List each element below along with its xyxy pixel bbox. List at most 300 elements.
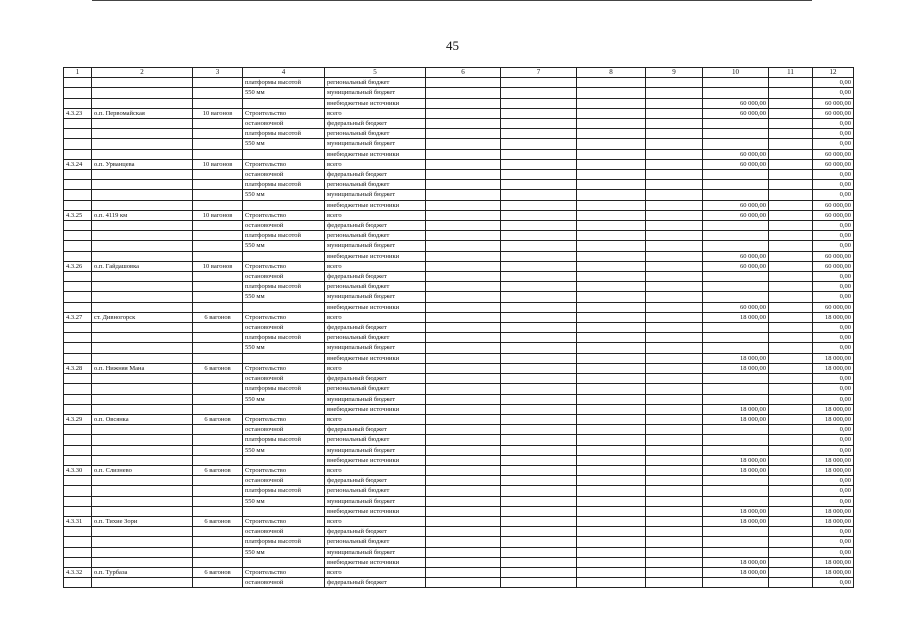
table-row bbox=[64, 261, 854, 271]
col-9-cell bbox=[646, 537, 703, 547]
item-number-cell bbox=[64, 425, 92, 435]
col-12-value: 0,00 bbox=[813, 343, 854, 353]
work-description-cell: остановочной bbox=[243, 221, 325, 231]
col-12-value: 0,00 bbox=[813, 445, 854, 455]
item-number-cell bbox=[64, 78, 92, 88]
funding-source-cell: региональный бюджет bbox=[325, 282, 426, 292]
col-8-cell bbox=[577, 108, 646, 118]
col-7-cell bbox=[501, 129, 577, 139]
col-12-value: 0,00 bbox=[813, 486, 854, 496]
funding-source-cell: муниципальный бюджет bbox=[325, 394, 426, 404]
col-12-value: 60 000,00 bbox=[813, 251, 854, 261]
capacity-cell bbox=[193, 537, 243, 547]
col-10-value bbox=[703, 282, 769, 292]
work-description-cell: 550 мм bbox=[243, 343, 325, 353]
col-11-cell bbox=[769, 190, 813, 200]
capacity-cell bbox=[193, 282, 243, 292]
col-6-cell bbox=[426, 251, 501, 261]
item-number-cell bbox=[64, 333, 92, 343]
item-number-cell bbox=[64, 578, 92, 588]
col-7-cell bbox=[501, 455, 577, 465]
col-8-cell bbox=[577, 139, 646, 149]
table-row bbox=[64, 180, 854, 190]
item-number-cell bbox=[64, 496, 92, 506]
col-7-cell bbox=[501, 272, 577, 282]
col-12-value: 0,00 bbox=[813, 190, 854, 200]
col-9-cell bbox=[646, 374, 703, 384]
col-11-cell bbox=[769, 312, 813, 322]
col-11-cell bbox=[769, 251, 813, 261]
col-9-cell bbox=[646, 139, 703, 149]
col-11-cell bbox=[769, 292, 813, 302]
col-12-value: 0,00 bbox=[813, 241, 854, 251]
capacity-cell bbox=[193, 343, 243, 353]
col-12-value: 0,00 bbox=[813, 272, 854, 282]
col-11-cell bbox=[769, 241, 813, 251]
work-description-cell: 550 мм bbox=[243, 292, 325, 302]
col-6-cell bbox=[426, 231, 501, 241]
work-description-cell: 550 мм bbox=[243, 139, 325, 149]
funding-source-cell: региональный бюджет bbox=[325, 231, 426, 241]
col-6-cell bbox=[426, 190, 501, 200]
capacity-cell bbox=[193, 292, 243, 302]
item-number-cell: 4.3.24 bbox=[64, 159, 92, 169]
funding-source-cell: всего bbox=[325, 363, 426, 373]
funding-source-cell: всего bbox=[325, 312, 426, 322]
capacity-cell bbox=[193, 231, 243, 241]
col-8-cell bbox=[577, 323, 646, 333]
col-8-cell bbox=[577, 251, 646, 261]
item-number-cell: 4.3.23 bbox=[64, 108, 92, 118]
item-number-cell bbox=[64, 221, 92, 231]
capacity-cell bbox=[193, 221, 243, 231]
col-6-cell bbox=[426, 567, 501, 577]
table-row bbox=[64, 567, 854, 577]
item-number-cell: 4.3.28 bbox=[64, 363, 92, 373]
column-header: 8 bbox=[577, 68, 646, 78]
col-6-cell bbox=[426, 292, 501, 302]
table-row bbox=[64, 312, 854, 322]
funding-source-cell: муниципальный бюджет bbox=[325, 292, 426, 302]
col-7-cell bbox=[501, 292, 577, 302]
col-11-cell bbox=[769, 88, 813, 98]
item-number-cell bbox=[64, 129, 92, 139]
col-12-value: 0,00 bbox=[813, 425, 854, 435]
col-8-cell bbox=[577, 231, 646, 241]
col-11-cell bbox=[769, 149, 813, 159]
col-10-value: 60 000,00 bbox=[703, 98, 769, 108]
work-description-cell: платформы высотой bbox=[243, 384, 325, 394]
col-6-cell bbox=[426, 465, 501, 475]
col-10-value bbox=[703, 170, 769, 180]
col-12-value: 18 000,00 bbox=[813, 404, 854, 414]
col-9-cell bbox=[646, 404, 703, 414]
work-description-cell: остановочной bbox=[243, 527, 325, 537]
col-6-cell bbox=[426, 394, 501, 404]
col-10-value bbox=[703, 292, 769, 302]
col-8-cell bbox=[577, 465, 646, 475]
col-7-cell bbox=[501, 149, 577, 159]
col-7-cell bbox=[501, 394, 577, 404]
work-description-cell: 550 мм bbox=[243, 547, 325, 557]
item-number-cell bbox=[64, 343, 92, 353]
col-12-value: 60 000,00 bbox=[813, 302, 854, 312]
col-12-value: 0,00 bbox=[813, 282, 854, 292]
station-name-cell bbox=[92, 251, 193, 261]
col-8-cell bbox=[577, 516, 646, 526]
item-number-cell bbox=[64, 353, 92, 363]
station-name-cell bbox=[92, 129, 193, 139]
col-9-cell bbox=[646, 190, 703, 200]
funding-source-cell: федеральный бюджет bbox=[325, 272, 426, 282]
col-11-cell bbox=[769, 170, 813, 180]
col-11-cell bbox=[769, 476, 813, 486]
capacity-cell bbox=[193, 200, 243, 210]
col-11-cell bbox=[769, 425, 813, 435]
funding-source-cell: муниципальный бюджет bbox=[325, 343, 426, 353]
item-number-cell bbox=[64, 231, 92, 241]
funding-source-cell: внебюджетные источники bbox=[325, 455, 426, 465]
col-10-value bbox=[703, 129, 769, 139]
station-name-cell bbox=[92, 292, 193, 302]
col-10-value bbox=[703, 445, 769, 455]
col-12-value: 0,00 bbox=[813, 496, 854, 506]
col-6-cell bbox=[426, 119, 501, 129]
col-12-value: 0,00 bbox=[813, 527, 854, 537]
col-8-cell bbox=[577, 78, 646, 88]
col-9-cell bbox=[646, 312, 703, 322]
col-10-value: 18 000,00 bbox=[703, 516, 769, 526]
col-12-value: 60 000,00 bbox=[813, 210, 854, 220]
col-7-cell bbox=[501, 159, 577, 169]
col-11-cell bbox=[769, 200, 813, 210]
table-row bbox=[64, 231, 854, 241]
col-11-cell bbox=[769, 547, 813, 557]
station-name-cell bbox=[92, 404, 193, 414]
col-7-cell bbox=[501, 108, 577, 118]
col-10-value bbox=[703, 139, 769, 149]
table-row bbox=[64, 108, 854, 118]
col-9-cell bbox=[646, 180, 703, 190]
item-number-cell bbox=[64, 445, 92, 455]
capacity-cell bbox=[193, 302, 243, 312]
funding-source-cell: региональный бюджет bbox=[325, 537, 426, 547]
col-8-cell bbox=[577, 404, 646, 414]
col-11-cell bbox=[769, 414, 813, 424]
col-9-cell bbox=[646, 547, 703, 557]
col-7-cell bbox=[501, 537, 577, 547]
col-11-cell bbox=[769, 210, 813, 220]
col-9-cell bbox=[646, 88, 703, 98]
capacity-cell bbox=[193, 119, 243, 129]
station-name-cell bbox=[92, 435, 193, 445]
col-9-cell bbox=[646, 221, 703, 231]
station-name-cell bbox=[92, 343, 193, 353]
col-8-cell bbox=[577, 578, 646, 588]
work-description-cell bbox=[243, 149, 325, 159]
col-8-cell bbox=[577, 190, 646, 200]
table-row bbox=[64, 516, 854, 526]
col-12-value: 18 000,00 bbox=[813, 465, 854, 475]
col-11-cell bbox=[769, 78, 813, 88]
capacity-cell: 10 вагонов bbox=[193, 108, 243, 118]
work-description-cell: остановочной bbox=[243, 476, 325, 486]
col-10-value bbox=[703, 333, 769, 343]
col-11-cell bbox=[769, 465, 813, 475]
table-row bbox=[64, 323, 854, 333]
table-row bbox=[64, 282, 854, 292]
col-11-cell bbox=[769, 486, 813, 496]
col-8-cell bbox=[577, 170, 646, 180]
item-number-cell bbox=[64, 547, 92, 557]
col-6-cell bbox=[426, 578, 501, 588]
col-12-value: 0,00 bbox=[813, 333, 854, 343]
col-11-cell bbox=[769, 108, 813, 118]
capacity-cell bbox=[193, 486, 243, 496]
col-10-value bbox=[703, 578, 769, 588]
item-number-cell bbox=[64, 435, 92, 445]
col-12-value: 0,00 bbox=[813, 221, 854, 231]
col-9-cell bbox=[646, 119, 703, 129]
table-row bbox=[64, 486, 854, 496]
capacity-cell bbox=[193, 180, 243, 190]
work-description-cell: Строительство bbox=[243, 159, 325, 169]
col-6-cell bbox=[426, 149, 501, 159]
col-8-cell bbox=[577, 312, 646, 322]
col-10-value bbox=[703, 374, 769, 384]
col-7-cell bbox=[501, 139, 577, 149]
capacity-cell: 6 вагонов bbox=[193, 312, 243, 322]
col-9-cell bbox=[646, 476, 703, 486]
col-6-cell bbox=[426, 88, 501, 98]
funding-source-cell: региональный бюджет bbox=[325, 180, 426, 190]
station-name-cell bbox=[92, 384, 193, 394]
budget-table bbox=[63, 67, 854, 588]
col-6-cell bbox=[426, 170, 501, 180]
col-8-cell bbox=[577, 200, 646, 210]
col-10-value: 60 000,00 bbox=[703, 302, 769, 312]
col-10-value: 60 000,00 bbox=[703, 159, 769, 169]
col-6-cell bbox=[426, 384, 501, 394]
item-number-cell bbox=[64, 302, 92, 312]
col-9-cell bbox=[646, 272, 703, 282]
col-12-value: 0,00 bbox=[813, 394, 854, 404]
item-number-cell bbox=[64, 384, 92, 394]
item-number-cell bbox=[64, 292, 92, 302]
item-number-cell: 4.3.30 bbox=[64, 465, 92, 475]
table-row bbox=[64, 455, 854, 465]
col-8-cell bbox=[577, 302, 646, 312]
col-7-cell bbox=[501, 251, 577, 261]
col-7-cell bbox=[501, 302, 577, 312]
item-number-cell bbox=[64, 170, 92, 180]
work-description-cell: Строительство bbox=[243, 567, 325, 577]
item-number-cell: 4.3.29 bbox=[64, 414, 92, 424]
col-6-cell bbox=[426, 312, 501, 322]
col-8-cell bbox=[577, 282, 646, 292]
station-name-cell bbox=[92, 496, 193, 506]
col-9-cell bbox=[646, 108, 703, 118]
item-number-cell bbox=[64, 374, 92, 384]
col-10-value bbox=[703, 476, 769, 486]
capacity-cell: 10 вагонов bbox=[193, 261, 243, 271]
col-7-cell bbox=[501, 119, 577, 129]
item-number-cell: 4.3.32 bbox=[64, 567, 92, 577]
col-9-cell bbox=[646, 394, 703, 404]
col-6-cell bbox=[426, 414, 501, 424]
station-name-cell bbox=[92, 221, 193, 231]
col-7-cell bbox=[501, 353, 577, 363]
col-9-cell bbox=[646, 323, 703, 333]
col-7-cell bbox=[501, 180, 577, 190]
col-7-cell bbox=[501, 435, 577, 445]
station-name-cell bbox=[92, 231, 193, 241]
work-description-cell: 550 мм bbox=[243, 394, 325, 404]
col-8-cell bbox=[577, 506, 646, 516]
col-9-cell bbox=[646, 527, 703, 537]
capacity-cell bbox=[193, 272, 243, 282]
col-10-value bbox=[703, 425, 769, 435]
table-row bbox=[64, 578, 854, 588]
col-7-cell bbox=[501, 527, 577, 537]
col-10-value bbox=[703, 343, 769, 353]
capacity-cell bbox=[193, 190, 243, 200]
col-12-value: 18 000,00 bbox=[813, 414, 854, 424]
table-row bbox=[64, 394, 854, 404]
station-name-cell: о.п. Гайдашовка bbox=[92, 261, 193, 271]
table-row bbox=[64, 363, 854, 373]
column-header: 10 bbox=[703, 68, 769, 78]
col-10-value: 18 000,00 bbox=[703, 506, 769, 516]
col-10-value bbox=[703, 78, 769, 88]
table-row bbox=[64, 251, 854, 261]
capacity-cell bbox=[193, 251, 243, 261]
funding-source-cell: внебюджетные источники bbox=[325, 98, 426, 108]
funding-source-cell: внебюджетные источники bbox=[325, 200, 426, 210]
col-6-cell bbox=[426, 445, 501, 455]
col-6-cell bbox=[426, 363, 501, 373]
col-10-value: 18 000,00 bbox=[703, 414, 769, 424]
col-8-cell bbox=[577, 221, 646, 231]
col-11-cell bbox=[769, 363, 813, 373]
col-6-cell bbox=[426, 435, 501, 445]
station-name-cell bbox=[92, 353, 193, 363]
col-9-cell bbox=[646, 455, 703, 465]
col-8-cell bbox=[577, 486, 646, 496]
col-10-value: 18 000,00 bbox=[703, 312, 769, 322]
work-description-cell: остановочной bbox=[243, 272, 325, 282]
col-9-cell bbox=[646, 567, 703, 577]
col-10-value: 18 000,00 bbox=[703, 404, 769, 414]
col-10-value: 18 000,00 bbox=[703, 455, 769, 465]
col-11-cell bbox=[769, 333, 813, 343]
col-7-cell bbox=[501, 261, 577, 271]
capacity-cell bbox=[193, 394, 243, 404]
funding-source-cell: региональный бюджет bbox=[325, 435, 426, 445]
col-8-cell bbox=[577, 272, 646, 282]
col-9-cell bbox=[646, 282, 703, 292]
col-7-cell bbox=[501, 78, 577, 88]
table-row bbox=[64, 374, 854, 384]
funding-source-cell: федеральный бюджет bbox=[325, 221, 426, 231]
col-10-value: 60 000,00 bbox=[703, 210, 769, 220]
col-11-cell bbox=[769, 516, 813, 526]
col-11-cell bbox=[769, 231, 813, 241]
station-name-cell bbox=[92, 527, 193, 537]
station-name-cell: о.п. 4119 км bbox=[92, 210, 193, 220]
col-8-cell bbox=[577, 547, 646, 557]
col-12-value: 60 000,00 bbox=[813, 159, 854, 169]
work-description-cell: 550 мм bbox=[243, 241, 325, 251]
col-10-value bbox=[703, 537, 769, 547]
col-11-cell bbox=[769, 353, 813, 363]
col-10-value bbox=[703, 221, 769, 231]
col-8-cell bbox=[577, 119, 646, 129]
table-row bbox=[64, 496, 854, 506]
station-name-cell bbox=[92, 302, 193, 312]
col-12-value: 0,00 bbox=[813, 292, 854, 302]
col-11-cell bbox=[769, 221, 813, 231]
top-edge-line bbox=[92, 0, 812, 1]
capacity-cell bbox=[193, 476, 243, 486]
station-name-cell bbox=[92, 139, 193, 149]
col-7-cell bbox=[501, 323, 577, 333]
col-8-cell bbox=[577, 180, 646, 190]
funding-source-cell: региональный бюджет bbox=[325, 78, 426, 88]
col-12-value: 18 000,00 bbox=[813, 455, 854, 465]
column-header: 11 bbox=[769, 68, 813, 78]
col-6-cell bbox=[426, 139, 501, 149]
col-12-value: 0,00 bbox=[813, 129, 854, 139]
col-11-cell bbox=[769, 119, 813, 129]
col-8-cell bbox=[577, 557, 646, 567]
col-8-cell bbox=[577, 527, 646, 537]
column-header: 9 bbox=[646, 68, 703, 78]
funding-source-cell: внебюджетные источники bbox=[325, 302, 426, 312]
column-header: 1 bbox=[64, 68, 92, 78]
col-9-cell bbox=[646, 251, 703, 261]
col-9-cell bbox=[646, 363, 703, 373]
col-10-value: 18 000,00 bbox=[703, 567, 769, 577]
col-12-value: 0,00 bbox=[813, 578, 854, 588]
col-9-cell bbox=[646, 333, 703, 343]
col-12-value: 18 000,00 bbox=[813, 363, 854, 373]
col-8-cell bbox=[577, 425, 646, 435]
col-11-cell bbox=[769, 374, 813, 384]
col-6-cell bbox=[426, 98, 501, 108]
capacity-cell bbox=[193, 527, 243, 537]
capacity-cell bbox=[193, 384, 243, 394]
col-10-value bbox=[703, 119, 769, 129]
item-number-cell bbox=[64, 455, 92, 465]
col-9-cell bbox=[646, 98, 703, 108]
col-6-cell bbox=[426, 486, 501, 496]
col-12-value: 60 000,00 bbox=[813, 98, 854, 108]
col-8-cell bbox=[577, 343, 646, 353]
work-description-cell bbox=[243, 251, 325, 261]
capacity-cell bbox=[193, 149, 243, 159]
table-row bbox=[64, 384, 854, 394]
station-name-cell bbox=[92, 445, 193, 455]
col-7-cell bbox=[501, 210, 577, 220]
col-12-value: 60 000,00 bbox=[813, 200, 854, 210]
col-6-cell bbox=[426, 506, 501, 516]
col-8-cell bbox=[577, 333, 646, 343]
work-description-cell bbox=[243, 98, 325, 108]
capacity-cell: 6 вагонов bbox=[193, 567, 243, 577]
station-name-cell: о.п. Слизнево bbox=[92, 465, 193, 475]
col-6-cell bbox=[426, 353, 501, 363]
